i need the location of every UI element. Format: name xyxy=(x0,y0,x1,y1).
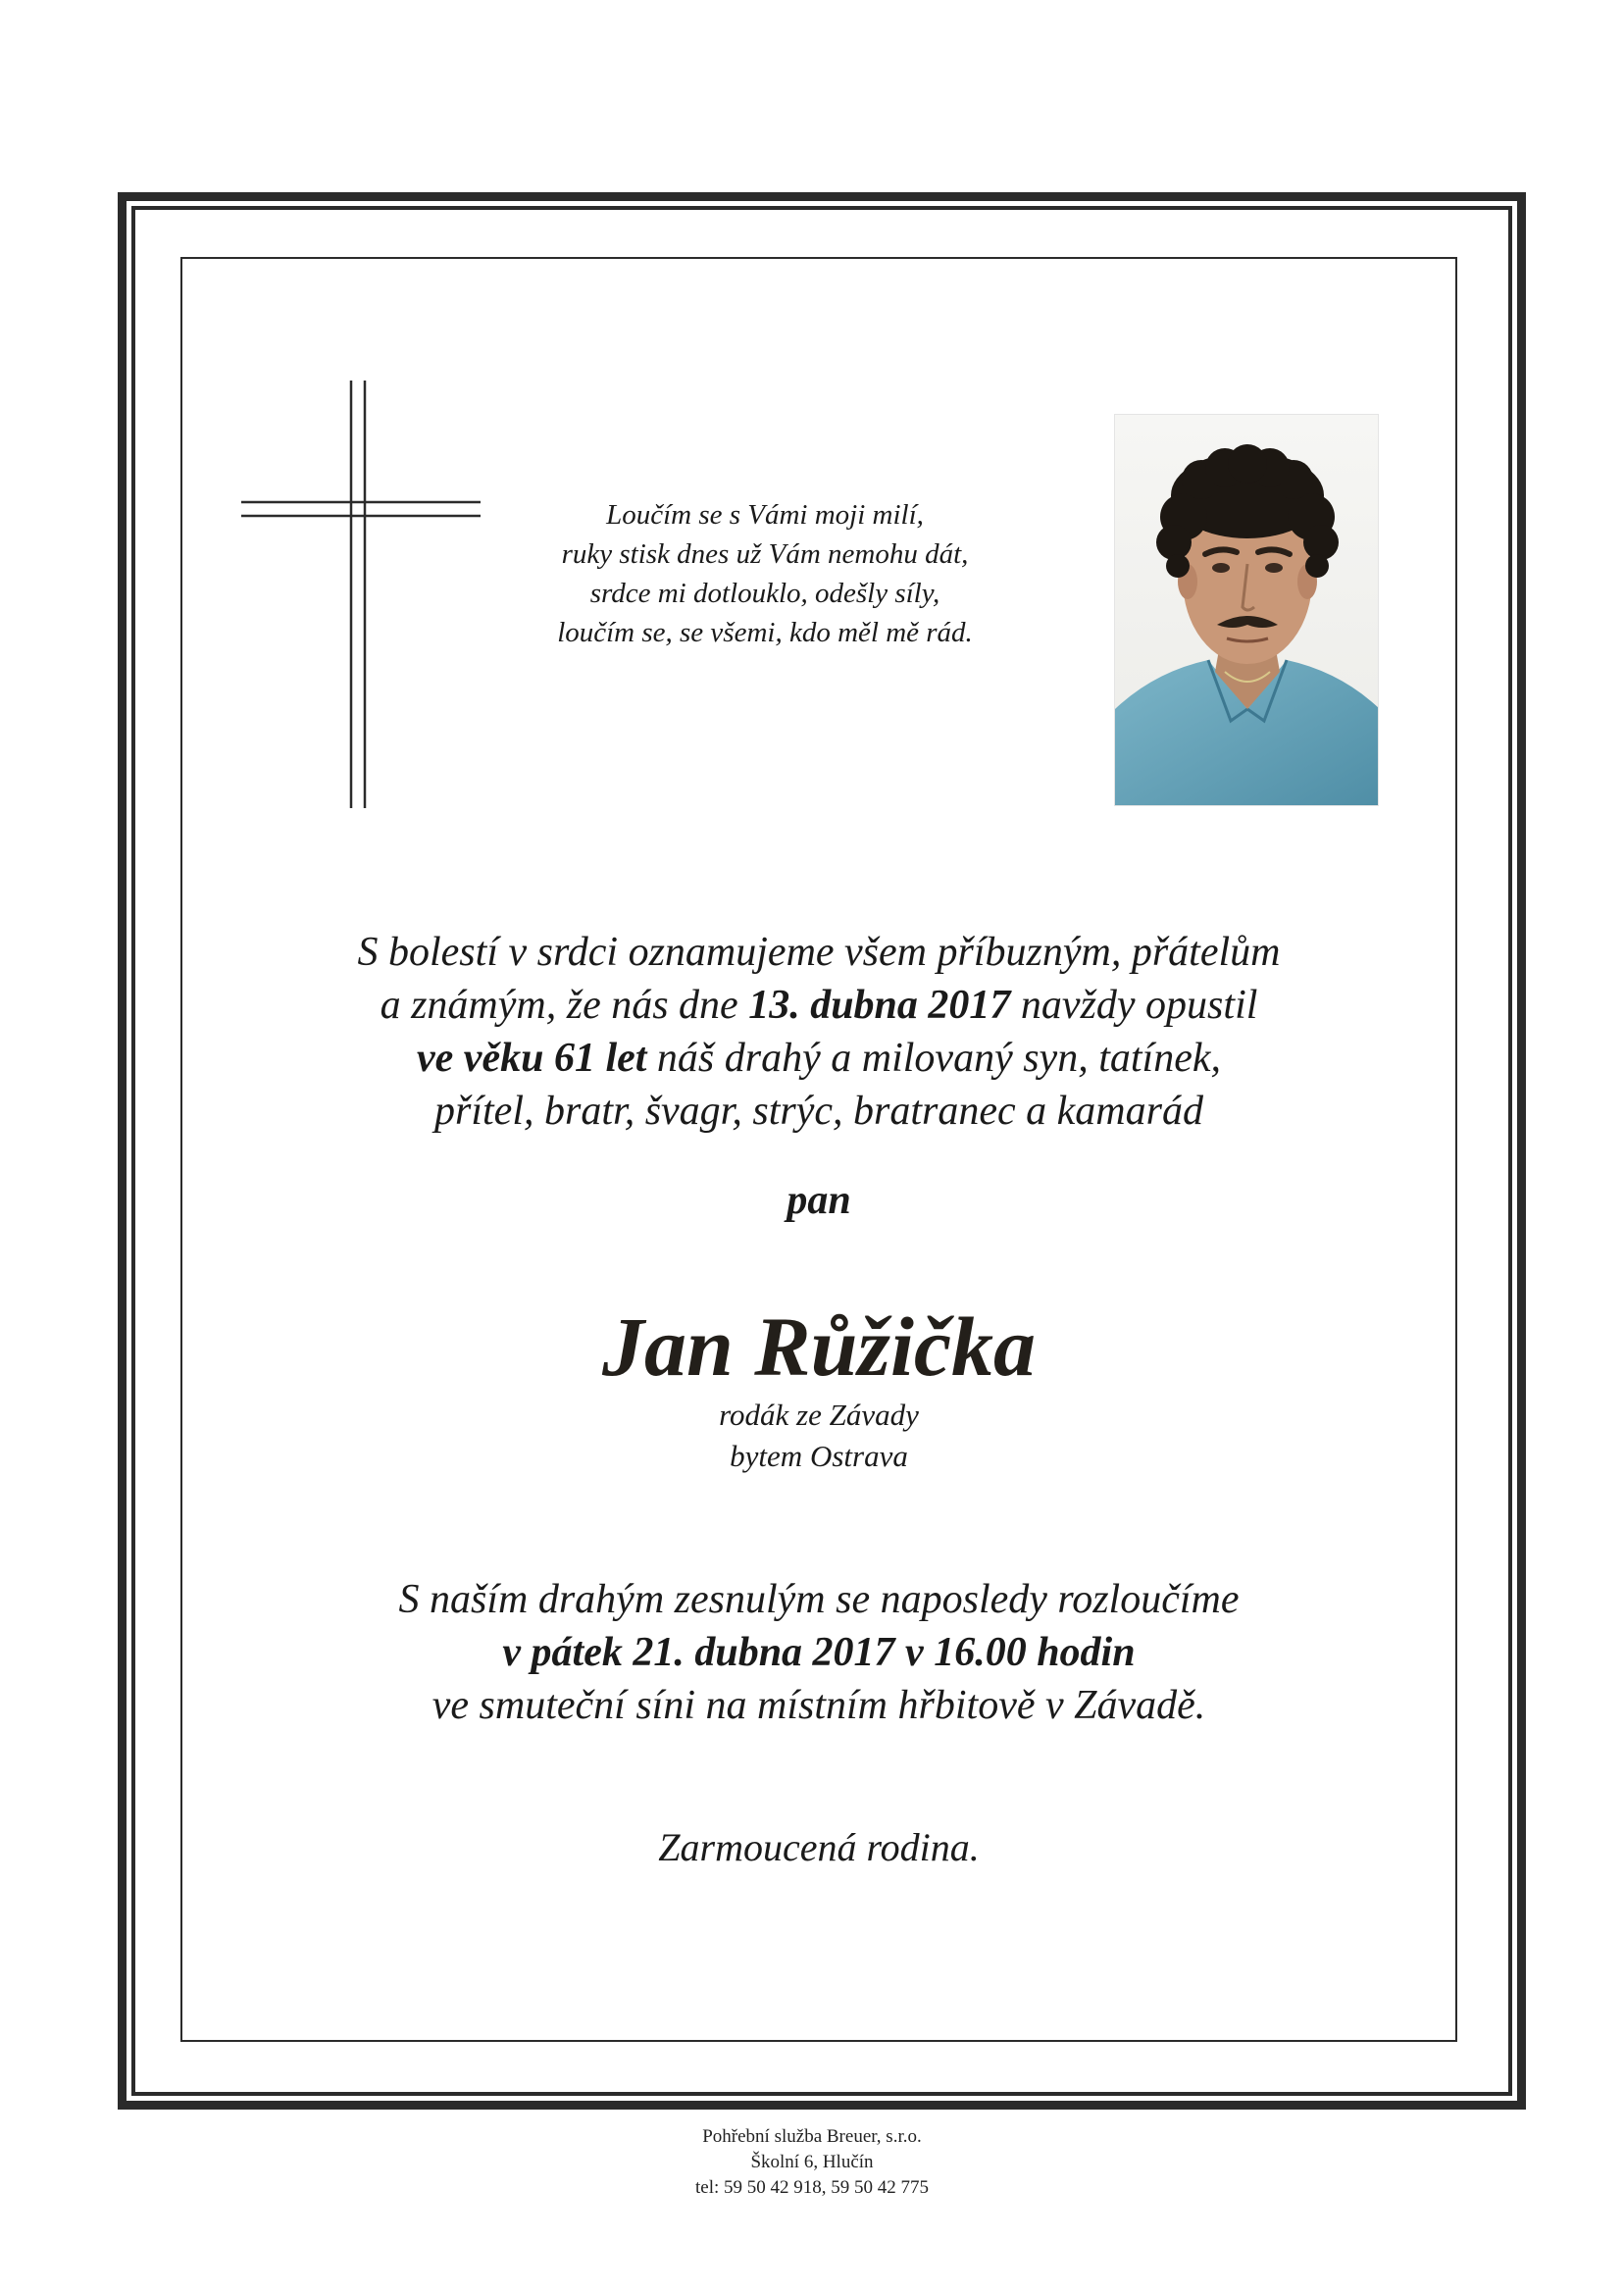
farewell-line: S naším drahým zesnulým se naposledy rozloučíme xyxy=(398,1577,1240,1622)
death-date: 13. dubna 2017 xyxy=(748,983,1011,1028)
announcement-text: a známým, že nás dne xyxy=(380,983,749,1028)
poem-line: ruky stisk dnes už Vám nemohu dát, xyxy=(561,538,969,570)
poem-line: loučím se, se všemi, kdo měl mě rád. xyxy=(557,617,973,648)
announcement-line xyxy=(180,979,1457,1032)
announcement-line xyxy=(180,1032,1457,1085)
footer-address: Školní 6, Hlučín xyxy=(750,2152,874,2172)
origin xyxy=(180,1395,1457,1477)
portrait-photo xyxy=(1114,414,1379,806)
farewell xyxy=(180,1573,1457,1732)
origin-line: bytem Ostrava xyxy=(730,1439,908,1473)
footer-phone: tel: 59 50 42 918, 59 50 42 775 xyxy=(694,2177,930,2198)
poem xyxy=(490,495,1040,652)
announcement-text: náš drahý a milovaný syn, tatínek, xyxy=(646,1036,1221,1081)
footer xyxy=(518,2124,1106,2201)
announcement xyxy=(180,926,1457,1138)
announcement-text: navždy opustil xyxy=(1010,983,1258,1028)
poem-line: Loučím se s Vámi moji milí, xyxy=(606,499,924,531)
deceased-name: Jan Růžička xyxy=(601,1299,1037,1394)
age: ve věku 61 let xyxy=(417,1036,647,1081)
cross-icon xyxy=(241,381,481,808)
announcement-line: přítel, bratr, švagr, strýc, bratranec a kamarád xyxy=(434,1089,1203,1134)
footer-company: Pohřební služba Breuer, s.r.o. xyxy=(702,2126,922,2147)
portrait-photo-icon xyxy=(1115,415,1379,806)
farewell-line: ve smuteční síni na místním hřbitově v Závadě. xyxy=(431,1683,1206,1728)
poem-line: srdce mi dotlouklo, odešly síly, xyxy=(589,578,940,609)
announcement-line: S bolestí v srdci oznamujeme všem příbuzným, přátelům xyxy=(357,930,1281,975)
origin-line: rodák ze Závady xyxy=(719,1398,919,1432)
title-word: pan xyxy=(787,1178,851,1223)
signature: Zarmoucená rodina. xyxy=(658,1825,980,1869)
funeral-datetime: v pátek 21. dubna 2017 v 16.00 hodin xyxy=(502,1630,1136,1675)
